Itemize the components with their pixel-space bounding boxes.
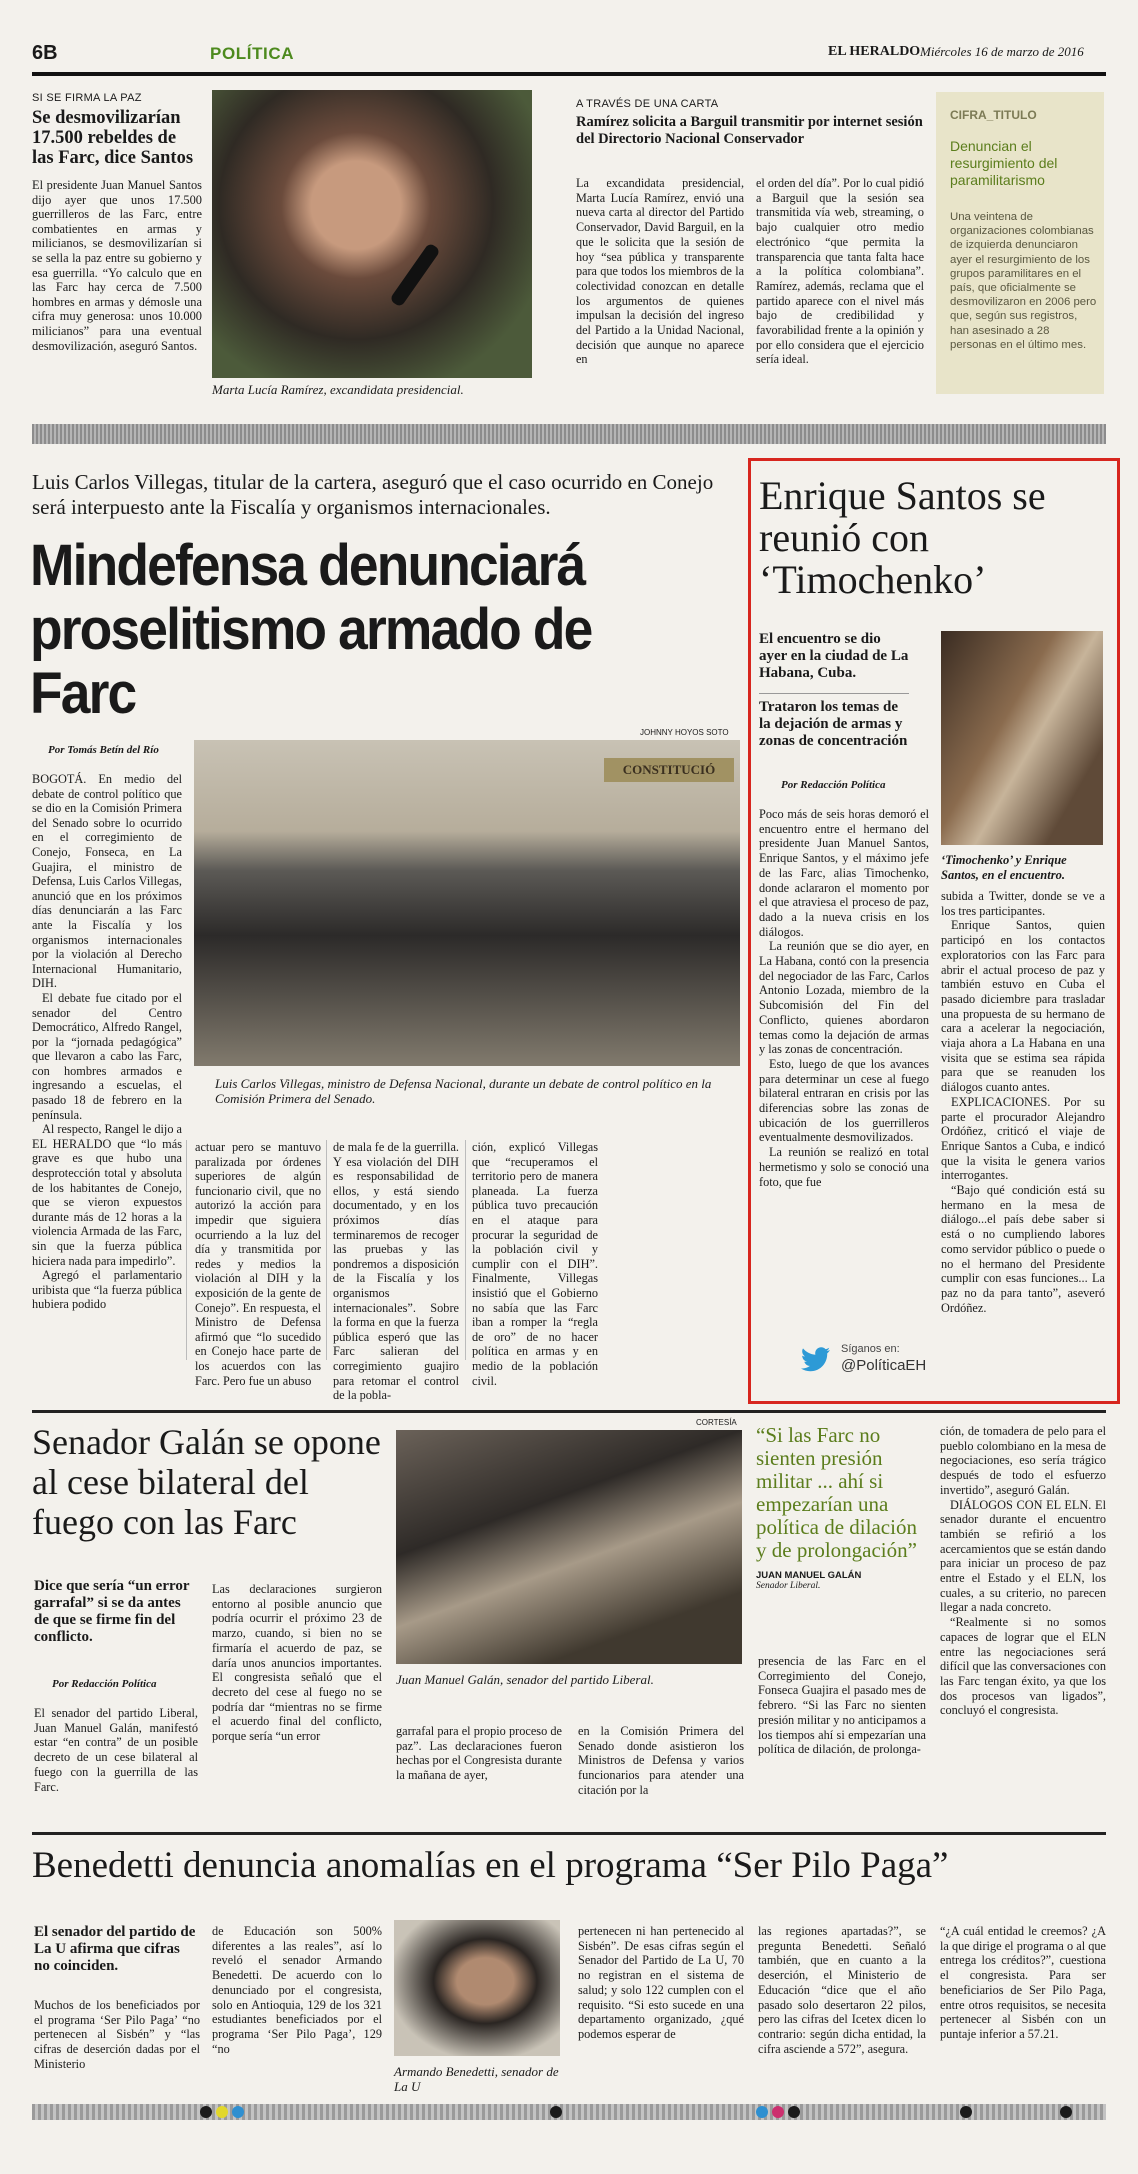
- benedetti-column-2: de Educación son 500% diferentes a las reales”, así lo reveló el senador Armando Benedetti. De acuerdo con lo denunciado por el congresista, solo en Antioquia, 129 de los 321 estudiantes beneficiados por el programa ‘Ser Pilo Paga’, 129 “no: [212, 1924, 382, 2056]
- galan-column-3: garrafal para el propio proceso de paz”. Las declaraciones fueron hechas por el Congresista durante la mañana de ayer,: [396, 1724, 562, 1783]
- santos-column-1: [759, 807, 929, 1189]
- twitter-bird-icon: [801, 1347, 831, 1373]
- photo-caption: Luis Carlos Villegas, ministro de Defensa Nacional, durante un debate de control político en la Comisión Primera del Senado.: [215, 1076, 712, 1106]
- section-title: POLÍTICA: [210, 44, 295, 63]
- cifra-title: Denuncian el resurgimiento del paramilitarismo: [950, 138, 1058, 188]
- registration-dot: [756, 2106, 768, 2118]
- follow-handle: @PolíticaEH: [841, 1357, 927, 1374]
- galan-column-6: [940, 1424, 1106, 1718]
- kicker: SI SE FIRMA LA PAZ: [32, 92, 142, 104]
- registration-dot: [216, 2106, 228, 2118]
- paragraph: Enrique Santos, quien participó en los contactos exploratorios con las Farc para abrir el actual proceso de paz y también estuvo en Cuba el pasado diciembre para trasladar una propuesta de su hermano de cara a acelerar la negociación, viaja ahora a La Habana en una visita que se estima sea rápida para que se reanuden los diálogos cuanto antes.: [941, 918, 1105, 1095]
- byline: Por Redacción Política: [52, 1678, 157, 1690]
- column-2: el orden del día”. Por lo cual pidió a Barguil que la sesión sea transmitida vía web, streaming, o bajo cualquier otro medio electrónico “que permita la transparencia que tanta falta hace a la política colombiana”. Ramírez, además, reclama que el partido aparece con el nivel más bajo de credibilidad y favorabilidad frente a la opinión y por ello considera que el ejercicio sería ideal.: [756, 176, 924, 367]
- quote-role: Senador Liberal.: [756, 1581, 821, 1591]
- column-rule: [186, 1140, 187, 1360]
- subhead-2: Trataron los temas de la dejación de armas y zonas de concentración: [759, 699, 908, 749]
- paragraph: Al respecto, Rangel le dijo a EL HERALDO que “lo más grave es que hubo una desprotección total y absoluta de los habitantes de Conejo, que se vieron expuestos durante más de 12 horas a la violencia Armada de las Farc, sin que la fuerza pública hiciera nada para impedirlo”.: [32, 1122, 183, 1268]
- cifra-body: Una veintena de organizaciones colombianas de izquierda denunciaron ayer el resurgimiento de los grupos paramilitares en el país, que oficialmente se desmovilizaron en 2006 pero que, según sus registros, han asesinado a 28 personas en el último mes.: [950, 211, 1097, 351]
- benedetti-subhead: El senador del partido de La U afirma que cifras no coinciden.: [34, 1924, 196, 1974]
- senate-debate-photo: [194, 740, 740, 1066]
- galan-photo: [396, 1430, 742, 1664]
- section-rule: [32, 1832, 1106, 1835]
- galan-subhead: Dice que sería “un error garrafal” si se da antes de que se firme fin del conflicto.: [34, 1578, 190, 1645]
- registration-dots: [200, 2104, 1100, 2120]
- lead-left-column: [32, 772, 182, 1312]
- paragraph: Esto, luego de que los avances para determinar un cese al fuego bilateral entraran en crisis por las diferencias sobre las zonas de ubicación de los guerrilleros eventualmente desmovilizados.: [759, 1056, 929, 1145]
- galan-column-1: El senador del partido Liberal, Juan Manuel Galán, manifestó estar “en contra” de un posible decreto de un cese bilateral al fuego con la guerrilla de las Farc.: [34, 1706, 198, 1794]
- headline[interactable]: Se desmovilizarían 17.500 rebeldes de las Farc, dice Santos: [32, 108, 194, 168]
- paragraph: “Realmente si no somos capaces de lograr que el ELN entre las negociaciones será difícil que las conversaciones con las Farc tengan éxito, ya que los dos procesos van ligados”, concluyó el congresista.: [940, 1615, 1106, 1718]
- lead-column-3: de mala fe de la guerrilla. Y esa violación del DIH es responsabilidad de ellos, y está siendo documentado, y en los próximos días terminaremos de recoger las pruebas y las pondremos a disposición de la Fiscalía y los organismos internacionales”. Sobre la forma en que la fuerza pública esperó que las Farc salieran del corregimiento guajiro para retomar el control de la pobla-: [333, 1140, 459, 1403]
- photo-caption: Marta Lucía Ramírez, excandidata presidencial.: [212, 382, 464, 397]
- benedetti-photo: [394, 1920, 560, 2056]
- quote-text: “Si las Farc no sienten presión militar ... ahí si empezarían una política de dilación y de prolongación”: [756, 1423, 917, 1562]
- paragraph: La reunión se realizó en total hermetismo y solo se conoció una foto, que fue: [759, 1145, 929, 1189]
- photo-caption: ‘Timochenko’ y Enrique Santos, en el encuentro.: [941, 853, 1067, 882]
- photo-credit: CORTESÍA: [696, 1418, 737, 1427]
- page-number: 6B: [32, 42, 58, 64]
- header-rule: [32, 72, 1106, 76]
- cifra-label: CIFRA_TITULO: [950, 108, 1037, 122]
- cifra-box: [936, 92, 1104, 394]
- registration-dot: [232, 2106, 244, 2118]
- follow-label: Síganos en:: [841, 1343, 900, 1355]
- microphone-icon: [389, 242, 441, 307]
- photo-caption: Armando Benedetti, senador de La U: [394, 2064, 559, 2094]
- column-rule: [326, 1140, 327, 1360]
- subhead-rule: [759, 693, 909, 694]
- lead-deck: Luis Carlos Villegas, titular de la cartera, aseguró que el caso ocurrido en Conejo será interpuesto ante la Fiscalía y organismos internacionales.: [32, 470, 714, 519]
- paragraph: BOGOTÁ. En medio del debate de control político que se dio en la Comisión Primera del Senado sobre lo ocurrido en el corregimiento de Conejo, Fonseca, en La Guajira, el ministro de Defensa, Luis Carlos Villegas, anunció que en los próximos días denunciarán a las Farc ante la Fiscalía y los organismos internacionales por la violación al Derecho Internacional Humanitario, DIH.: [32, 772, 182, 991]
- story-desmovilizacion: [32, 92, 202, 402]
- section-rule: [32, 1410, 1106, 1413]
- paragraph: La reunión que se dio ayer, en La Habana, contó con la presencia del negociador de las Farc, Carlos Antonio Lozada, miembro de la Subcomisión del Fin del Conflicto, quienes abordaron temas como la dejación de armas y las zonas de concentración.: [759, 939, 929, 1057]
- lead-column-4: ción, explicó Villegas que “recuperamos el territorio pero de manera planeada. La fuerza pública tuvo precaución en el ataque para procurar la seguridad de la población civil y cumplir con el DIH”. Finalmente, Villegas insistió que el Gobierno no sabía que las Farc iban a romper la “regla de oro” de no hacer política en armas y en medio de la población civil.: [472, 1140, 598, 1388]
- registration-dot: [1060, 2106, 1072, 2118]
- benedetti-column-4: las regiones apartadas?”, se pregunta Benedetti. Señaló también, que en cuanto a la deserción, el Ministerio de Educación “dice que el año pasado solo desertaron 22 pilos, pero las cifras del Icetex dicen lo contrario: según dicha entidad, la cifra asciende a 572”, asegura.: [758, 1924, 926, 2056]
- newspaper-name: EL HERALDO: [828, 44, 921, 59]
- registration-dot: [788, 2106, 800, 2118]
- photo-credit: JOHNNY HOYOS SOTO: [640, 728, 729, 737]
- twitter-follow[interactable]: [801, 1341, 961, 1381]
- headline[interactable]: Enrique Santos se reunió con ‘Timochenko’: [759, 473, 1046, 602]
- quote-author: JUAN MANUEL GALÁN: [756, 1570, 862, 1581]
- benedetti-column-3: pertenecen ni han pertenecido al Sisbén”. De esas cifras según el Senador del Partido de La U, 70 no registran en el sistema de salud; y solo 122 cumplen con el requisito. “Si esto sucede en una departamento organizado, ¿qué podemos esperar de: [578, 1924, 744, 2041]
- timochenko-photo: [941, 631, 1103, 845]
- registration-dot: [960, 2106, 972, 2118]
- registration-dot: [772, 2106, 784, 2118]
- paragraph: El debate fue citado por el senador del Centro Democrático, Alfredo Rangel, por la “jornada pedagógica” que llevaron a cabo las Farc, con hombres armados e ingresando a escuelas, el pasado 18 de febrero en la península.: [32, 990, 182, 1122]
- galan-column-5: presencia de las Farc en el Corregimiento del Conejo, Fonseca Guajira el pasado mes de febrero. “Si las Farc no sienten presión militar y no anticipamos a los tiempos ahí si empezarían una política de dilación, de prolonga-: [758, 1654, 926, 1757]
- issue-date: Miércoles 16 de marzo de 2016: [920, 44, 1084, 59]
- galan-column-4: en la Comisión Primera del Senado donde asistieron los Ministros de Defensa y varios funcionarios para atender una citación por la: [578, 1724, 744, 1797]
- benedetti-column-1: Muchos de los beneficiados por el programa ‘Ser Pilo Paga’ “no pertenecen al Sisbén” y “las cifras de deserción dadas por el Ministerio: [34, 1998, 200, 2071]
- column-1: La excandidata presidencial, Marta Lucía Ramírez, envió una nueva carta al director del Partido Conservador, David Barguil, en la que le solicita que la sesión de hoy “sea pública y transparente para que todos los miembros de la colectividad conozcan en detalle los argumentos de quienes impulsan la decisión del ingreso del Partido a la Unidad Nacional, decisión que aunque no aparece en: [576, 176, 744, 367]
- lead-headline[interactable]: Mindefensa denunciará proselitismo armado de Farc: [30, 533, 592, 726]
- paragraph: Agregó el parlamentario uribista que “la fuerza pública hubiera podido: [32, 1268, 182, 1312]
- lead-column-2: actuar pero se mantuvo paralizada por órdenes superiores de algún funcionario civil, que no autorizó la acción para impedir que siguiera ocurriendo a la luz del día y transmitida por redes y medios la violación al DIH y la exposición de la gente de Conejo”. En respuesta, el Ministro de Defensa afirmó que “lo sucedido en Conejo hace parte de los acuerdos con las Farc. Pero fue un abuso: [195, 1140, 321, 1388]
- registration-dot: [550, 2106, 562, 2118]
- paragraph: EXPLICACIONES. Por su parte el procurador Alejandro Ordóñez, criticó el viaje de Enrique Santos a Cuba, e indicó que la visita le genera varios interrogantes.: [941, 1094, 1105, 1183]
- subhead-1: El encuentro se dio ayer en la ciudad de La Habana, Cuba.: [759, 631, 909, 681]
- kicker: A TRAVÉS DE UNA CARTA: [576, 98, 719, 110]
- constitucion-sign: CONSTITUCIÓ: [604, 758, 734, 782]
- paragraph: ción, de tomadera de pelo para el pueblo colombiano en la mesa de negociaciones, eso sería trágico después de todo el esfuerzo invertido”, aseguró Galán.: [940, 1424, 1106, 1497]
- paragraph: “Bajo qué condición está su hermano en la mesa de diálogo...el país debe saber si está o no cumpliendo labores como servidor público o puede o no el hermano del Presidente cumplir con esas funciones... La paz no da para tanto”, aseveró Ordóñez.: [941, 1183, 1105, 1315]
- pull-quote: [756, 1424, 926, 1591]
- galan-column-2: Las declaraciones surgieron entorno al posible anuncio que podría ocurrir el próximo 23 de marzo, cuando, si bien no se firmaría el acuerdo de paz, se daría unos anuncios importantes. El congresista señaló que el decreto del cese al fuego no se podría dar “mientras no se firme el acuerdo final del conflicto, porque sería “un error: [212, 1582, 382, 1744]
- section-divider: [32, 424, 1106, 444]
- ramirez-photo: [212, 90, 532, 378]
- byline: Por Tomás Betín del Río: [48, 744, 159, 756]
- paragraph: Poco más de seis horas demoró el encuentro entre el hermano del presidente Juan Manuel Santos, Enrique Santos, y el máximo jefe de las Farc, alias Timochenko, donde aclararon el momento por el que atraviesa el proceso de paz, dado a la nueva crisis en los diálogos.: [759, 807, 929, 939]
- headline[interactable]: Ramírez solicita a Barguil transmitir por internet sesión del Directorio Nacional Conservador: [576, 114, 923, 147]
- santos-column-2: [941, 889, 1105, 1315]
- paragraph: subida a Twitter, donde se ve a los tres participantes.: [941, 889, 1105, 918]
- benedetti-headline[interactable]: Benedetti denuncia anomalías en el programa “Ser Pilo Paga”: [32, 1845, 949, 1886]
- galan-headline[interactable]: Senador Galán se opone al cese bilateral del fuego con las Farc: [32, 1422, 381, 1542]
- column-rule: [465, 1140, 466, 1360]
- story-ramirez-barguil: [576, 98, 926, 408]
- article-body: El presidente Juan Manuel Santos dijo ayer que unos 17.500 guerrilleros de las Farc, entre combatientes en armas y milicianos, se desmovilizarían si se sella la paz entre su gobierno y esa guerrilla. “Yo calculo que en las Farc hay cerca de 7.500 hombres en armas y démosle una cifra muy generosa: unos 10.000 milicianos” para una eventual desmovilización, aseguró Santos.: [32, 178, 202, 353]
- byline: Por Redacción Política: [781, 779, 886, 791]
- santos-timochenko-box: [748, 458, 1120, 1404]
- paragraph: DIÁLOGOS CON EL ELN. El senador durante el encuentro también se refirió a los acercamientos que se están dando para iniciar un proceso de paz entre el Estado y el ELN, los cuales, a su criterio, no parecen llegar a nada concreto.: [940, 1497, 1106, 1615]
- benedetti-column-5: “¿A cuál entidad le creemos? ¿A la que dirige el programa o al que entrega los créditos?”, cuestiona el congresista. Para ser beneficiarios de Ser Pilo Paga, entre otros requisitos, se necesita pertenecer al Sisbén con un puntaje inferior a 57.21.: [940, 1924, 1106, 2041]
- photo-caption: Juan Manuel Galán, senador del partido Liberal.: [396, 1672, 654, 1687]
- registration-dot: [200, 2106, 212, 2118]
